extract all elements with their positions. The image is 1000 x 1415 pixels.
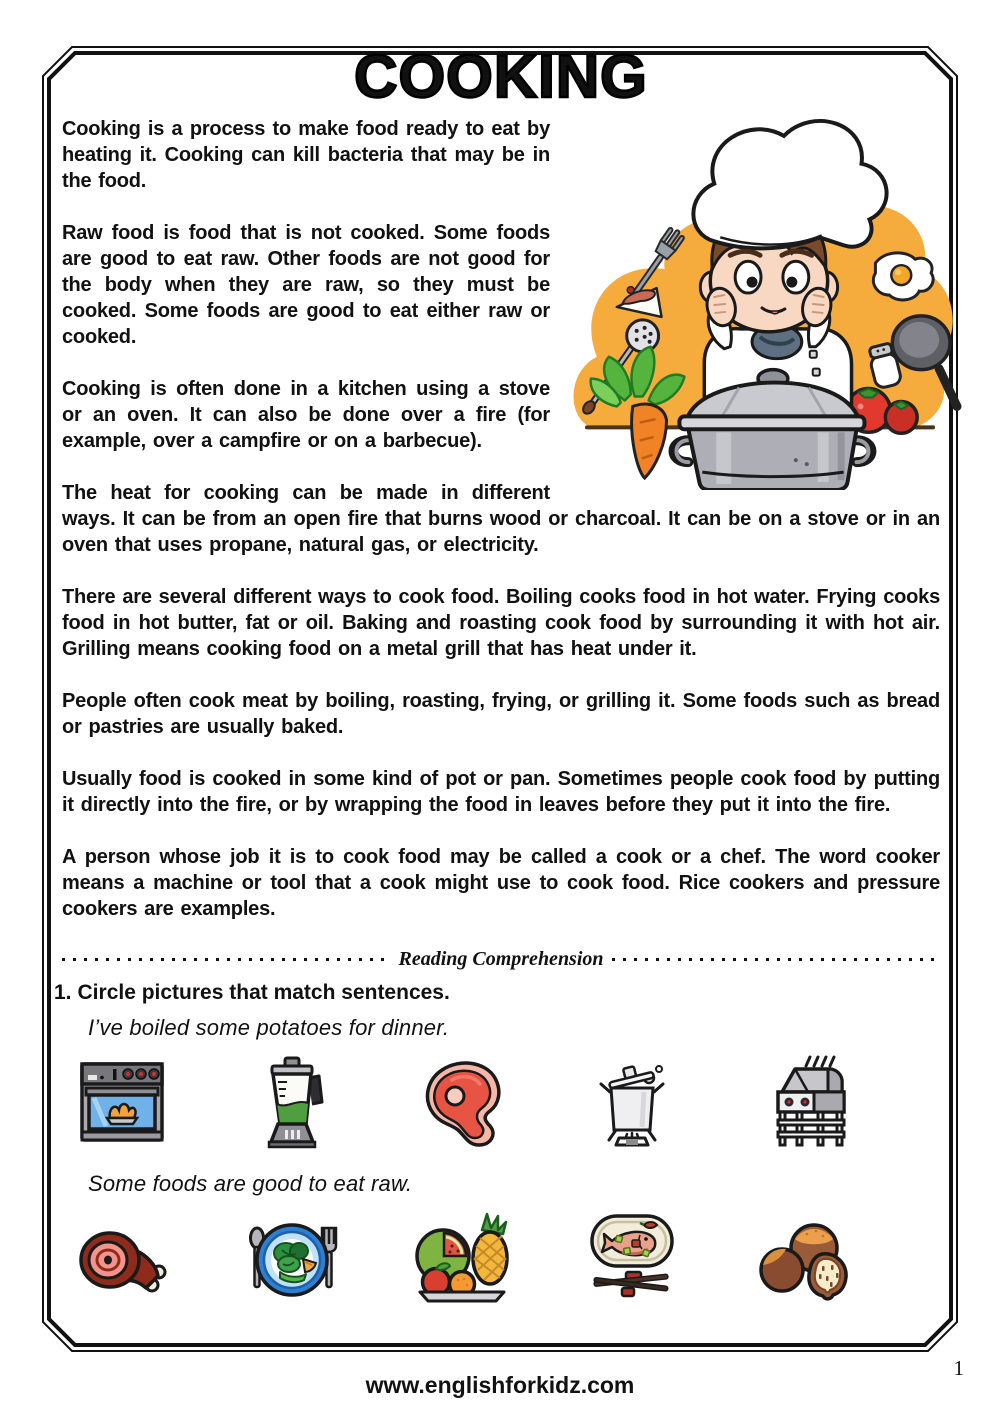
article (62, 116, 940, 922)
paragraph-7: Usually food is cooked in some kind of pot or pan. Sometimes people cook food by putting it directly into the fire, or by wrapping the food in leaves before they put it into the fire. (62, 768, 940, 816)
page-number: 1 (953, 1356, 964, 1380)
paragraph-3: Cooking is often done in a kitchen using a stove or an oven. It can also be done over a fire (for example, over a campfire or on a barbecue). (62, 378, 550, 452)
dotted-line-left (62, 958, 390, 961)
exercise-number: 1. (54, 981, 72, 1004)
page-title: COOKING (354, 43, 648, 110)
worksheet-content (54, 43, 940, 1327)
barbecue-grill-icon[interactable] (752, 1051, 852, 1153)
icon-row-1 (72, 1049, 852, 1155)
salad-plate-icon[interactable] (242, 1207, 342, 1309)
fruit-plate-icon[interactable] (412, 1207, 512, 1309)
dotted-line-right (612, 958, 940, 961)
blender-icon[interactable] (242, 1051, 342, 1153)
paragraph-4: The heat for cooking can be made in different ways. It can be from an open fire that burns wood or charcoal. It can be on a stove or in an oven that uses propane, natural gas, or electricity. (62, 482, 940, 556)
paragraph-2: Raw food is food that is not cooked. Some foods are good to eat raw. Other foods are not good for the body when they are raw, so they must be cooked. Some foods are good to eat either raw or cooked. (62, 222, 550, 348)
section-divider-label: Reading Comprehension (398, 948, 604, 970)
paragraph-8: A person whose job it is to cook food may be called a cook or a chef. The word cooker means a machine or tool that a cook might use to cook food. Rice cookers and pressure cookers are examples. (62, 846, 940, 920)
chestnuts-icon[interactable] (752, 1207, 852, 1309)
boiling-pot-icon[interactable] (582, 1051, 682, 1153)
exercise-instruction: Circle pictures that match sentences. (77, 981, 450, 1004)
footer-url: www.englishforkidz.com (365, 1372, 635, 1398)
icon-row-2 (72, 1205, 852, 1311)
steak-icon[interactable] (412, 1051, 512, 1153)
chef-boy-illustration (564, 112, 964, 490)
raw-fish-plate-icon[interactable] (582, 1207, 682, 1309)
paragraph-6: People often cook meat by boiling, roasting, frying, or grilling it. Some foods such as bread or pastries are usually baked. (62, 690, 940, 738)
exercise-sentence-2: Some foods are good to eat raw. (88, 1171, 413, 1196)
paragraph-1: Cooking is a process to make food ready to eat by heating it. Cooking can kill bacteria that may be in the food. (62, 118, 550, 192)
exercise-heading (54, 981, 940, 1005)
paragraph-5: There are several different ways to cook food. Boiling cooks food in hot water. Frying cooks food in hot butter, fat or oil. Baking and roasting cook food by surrounding it with hot air. Grilling means cooking food on a metal grill that has heat under it. (62, 586, 940, 660)
section-divider (62, 948, 940, 971)
ham-icon[interactable] (72, 1207, 172, 1309)
oven-icon[interactable] (72, 1051, 172, 1153)
exercise-sentence-1: I’ve boiled some potatoes for dinner. (88, 1015, 450, 1040)
